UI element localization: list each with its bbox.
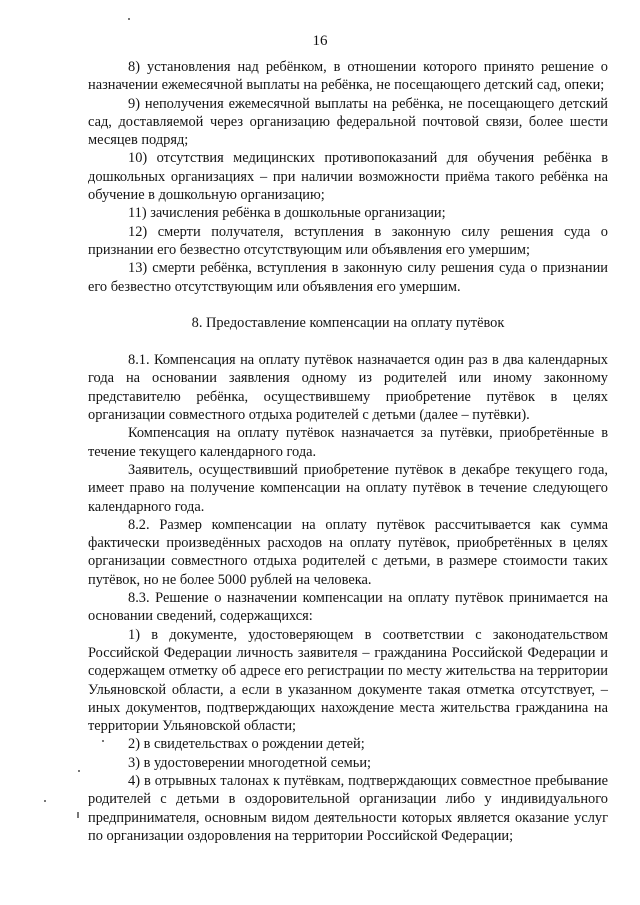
paragraph-8-1-december: Заявитель, осуществивший приобретение путёвок в декабре текущего года, имеет право на получение компенсации на оплату путёвок в течение следующего календарного года. (88, 461, 608, 515)
scan-speck (102, 740, 104, 742)
scan-speck (78, 770, 80, 772)
paragraph-8-1-term: Компенсация на оплату путёвок назначается за путёвки, приобретённые в течение текущего календарного года. (88, 425, 608, 460)
paragraph-item-8: 8) установления над ребёнком, в отношении которого принято решение о назначении ежемесячной выплаты на ребёнка, не посещающего детский сад, опеки; (88, 59, 608, 94)
scan-speck (44, 800, 46, 802)
paragraph-8-3-item-2: 2) в свидетельствах о рождении детей; (128, 736, 365, 753)
paragraph-item-9: 9) неполучения ежемесячной выплаты на ребёнка, не посещающего детский сад, доставляемой через организацию федеральной почтовой связи, более шести месяцев подряд; (88, 95, 608, 149)
paragraph-item-11: 11) зачисления ребёнка в дошкольные организации; (128, 205, 446, 222)
scan-speck (77, 812, 79, 818)
paragraph-8-3: 8.3. Решение о назначении компенсации на оплату путёвок принимается на основании сведений, содержащихся: (88, 590, 608, 625)
paragraph-8-2: 8.2. Размер компенсации на оплату путёвок рассчитывается как сумма фактически произведённых расходов на оплату путёвок, приобретённых в целях организации совместного отдыха родителей с детьми, в размере стоимости таких путёвок, но не более 5000 рублей на человека. (88, 516, 608, 588)
paragraph-8-1: 8.1. Компенсация на оплату путёвок назначается один раз в два календарных года на основании заявления одному из родителей или иному законному представителю ребёнка, осуществившему приобретение путёвок в целях организации совместного отдыха родителей с детьми (далее – путёвки). (88, 352, 608, 424)
paragraph-item-12: 12) смерти получателя, вступления в законную силу решения суда о признании его безвестно отсутствующим или объявления его умершим; (88, 223, 608, 258)
paragraph-8-3-item-1: 1) в документе, удостоверяющем в соответствии с законодательством Российской Федерации личность заявителя – гражданина Российской Федерации и содержащем отметку об адресе его регистрации по месту жительства на территории Ульяновской области, а если в указанном документе такая отметка отсутствует, – иных документов, подтверждающих нахождение места жительства гражданина на территории Ульяновской области; (88, 626, 608, 735)
document-body (88, 58, 608, 845)
page-number: 16 (312, 33, 328, 49)
paragraph-8-3-item-4: 4) в отрывных талонах к путёвкам, подтверждающих совместное пребывание родителей с детьми в оздоровительной организации либо у индивидуального предпринимателя, основным видом деятельности которых является оказание услуг по организации оздоровления на территории Российской Федерации; (88, 772, 608, 844)
paragraph-item-13: 13) смерти ребёнка, вступления в законную силу решения суда о признании его безвестно отсутствующим или объявления его умершим. (88, 260, 608, 295)
paragraph-item-10: 10) отсутствия медицинских противопоказаний для обучения ребёнка в дошкольных организациях – при наличии возможности приёма такого ребёнка на обучение в дошкольную организацию; (88, 150, 608, 204)
section-heading: 8. Предоставление компенсации на оплату путёвок (191, 314, 505, 331)
paragraph-8-3-item-3: 3) в удостоверении многодетной семьи; (128, 754, 372, 771)
scan-speck (128, 18, 130, 20)
